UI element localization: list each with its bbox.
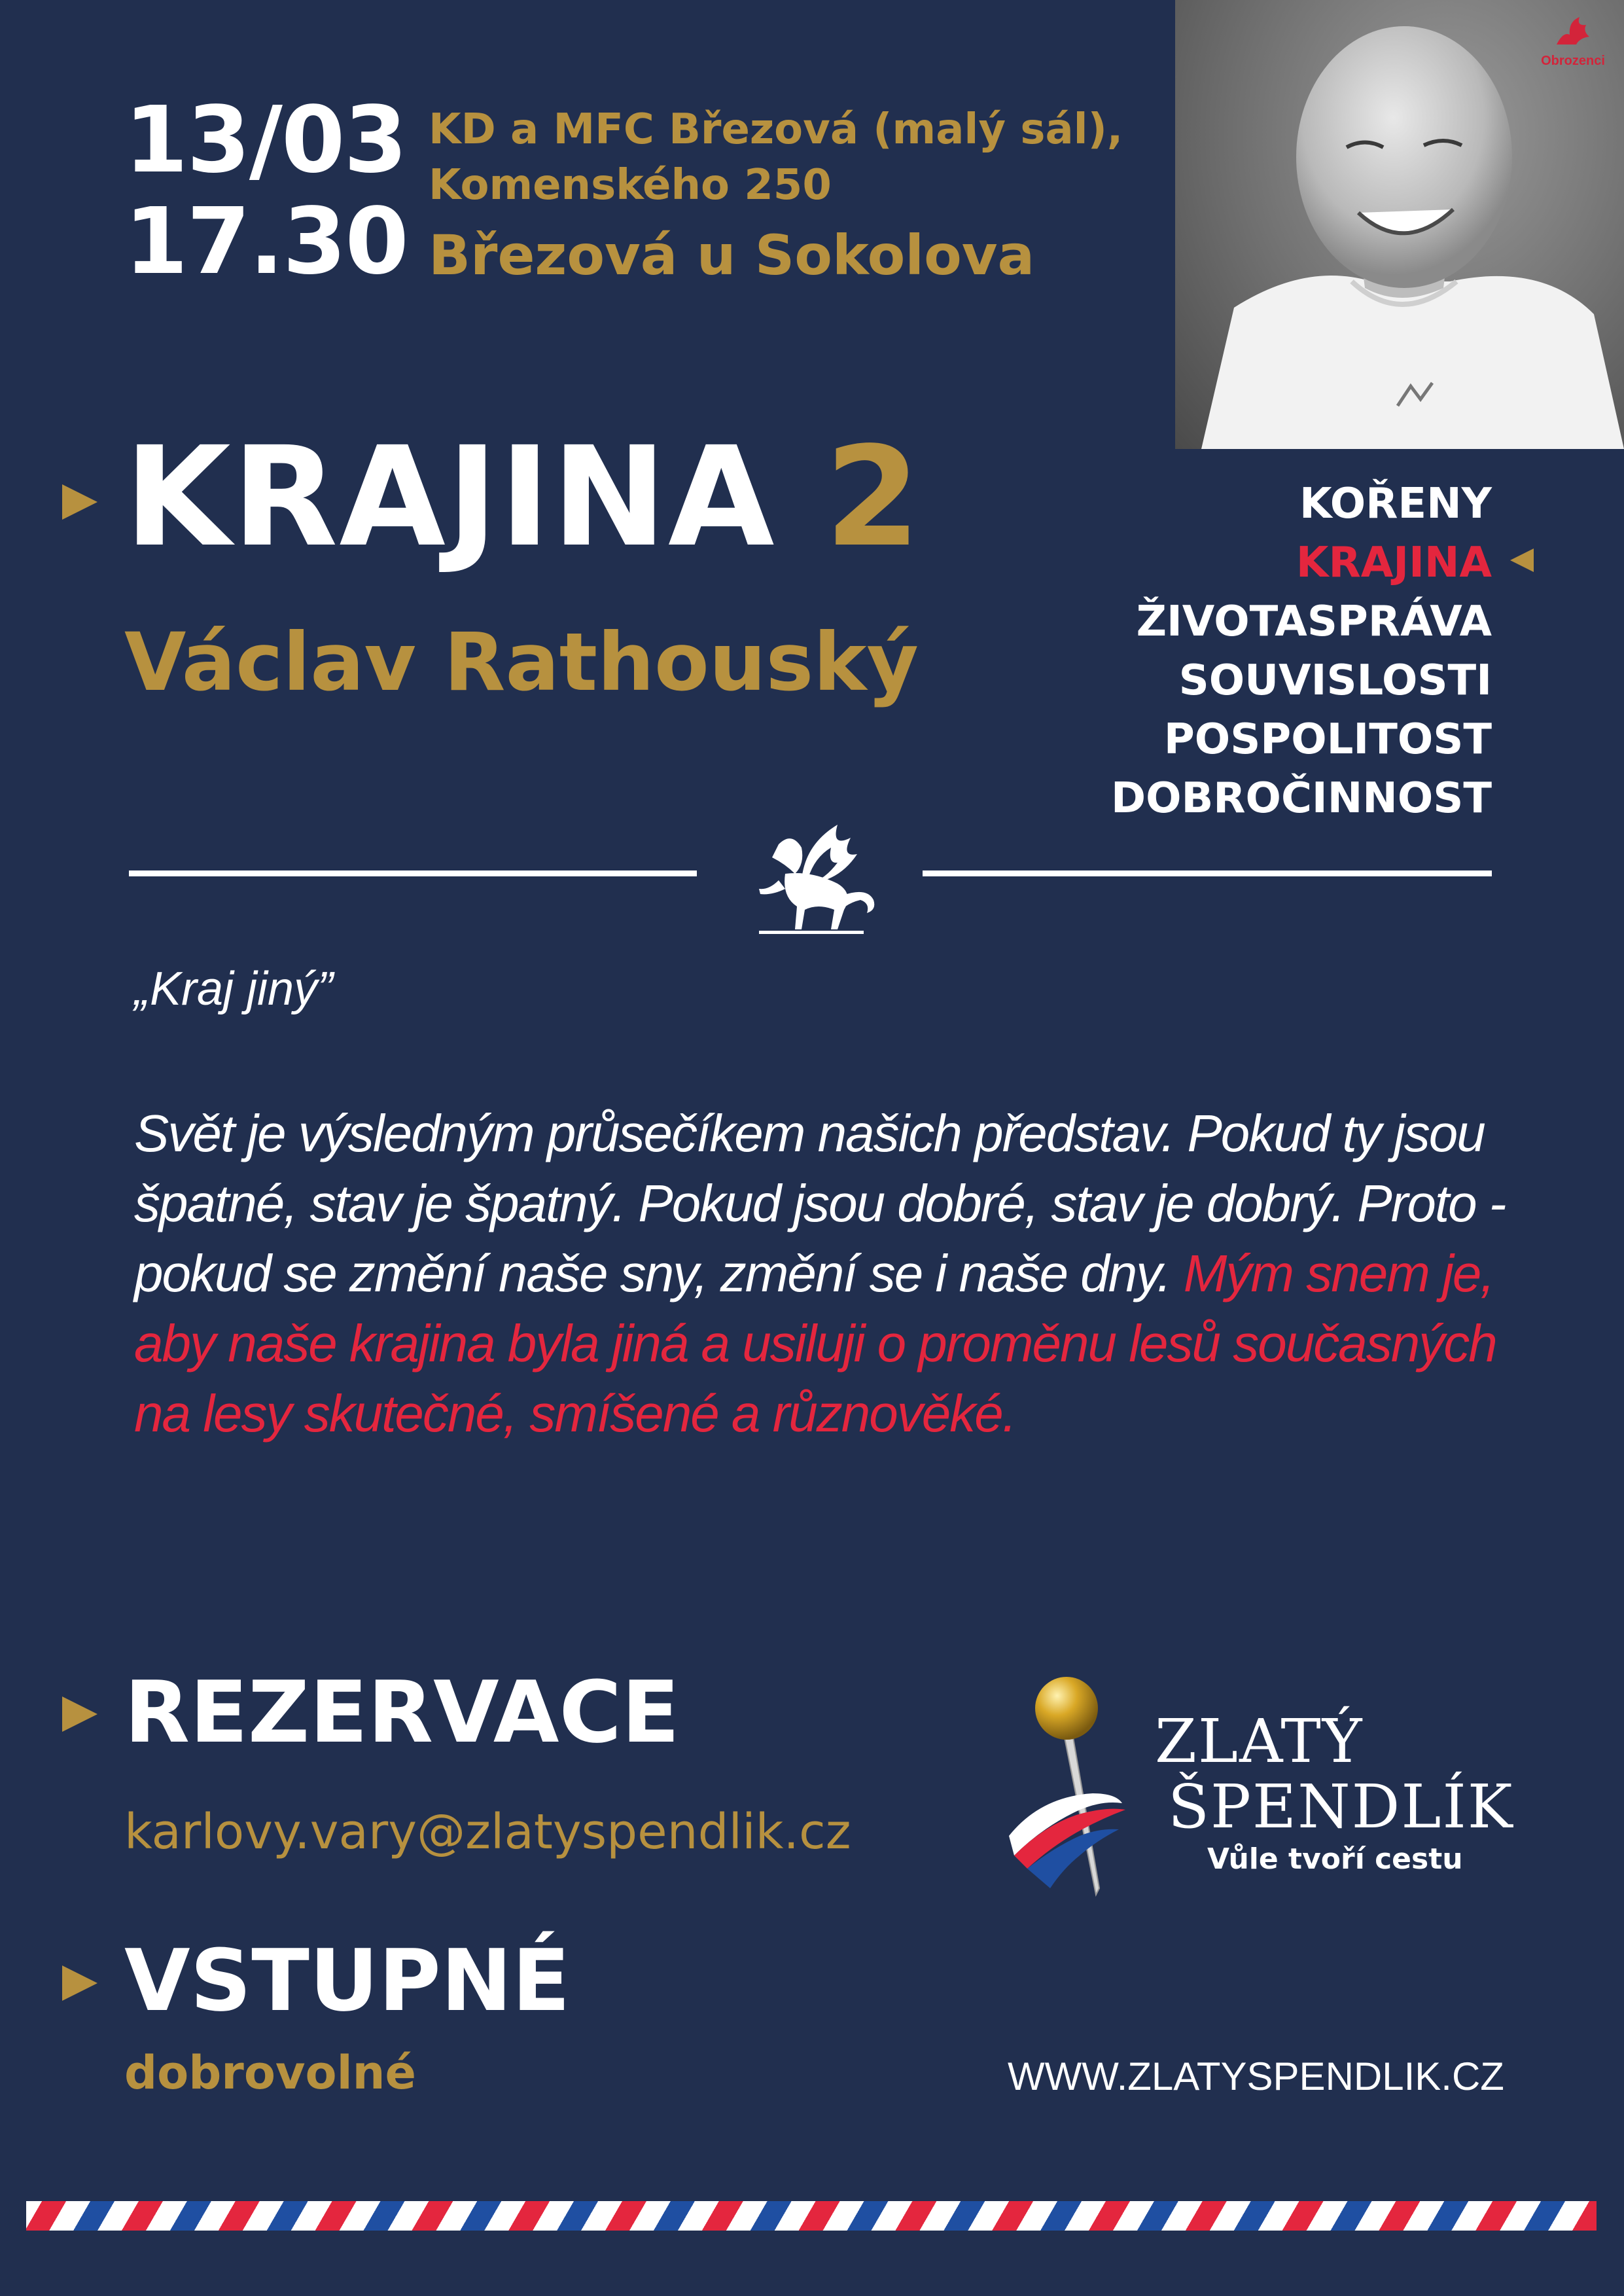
event-city: Březová u Sokolova bbox=[429, 223, 1035, 287]
menu-item-pospolitost: POSPOLITOST bbox=[1163, 715, 1492, 764]
reservation-arrow-icon bbox=[62, 1696, 97, 1732]
active-marker-icon bbox=[1510, 548, 1534, 572]
admission-value: dobrovolné bbox=[124, 2046, 416, 2100]
venue-address: Komenského 250 bbox=[429, 161, 832, 209]
title-main: KRAJINA bbox=[124, 417, 776, 577]
speaker-name: Václav Rathouský bbox=[124, 616, 919, 709]
title-number: 2 bbox=[824, 417, 922, 577]
logo-line2: ŠPENDLÍK bbox=[1168, 1772, 1514, 1842]
quote-body bbox=[134, 1098, 1521, 1448]
series-menu bbox=[1111, 475, 1492, 828]
obrozenci-label: Obrozenci bbox=[1541, 54, 1605, 68]
golden-pin-icon bbox=[1001, 1672, 1171, 1908]
menu-item-souvislosti: SOUVISLOSTI bbox=[1178, 656, 1492, 705]
admission-title: VSTUPNÉ bbox=[124, 1931, 571, 2030]
reservation-email-link[interactable]: karlovy.vary@zlatyspendlik.cz bbox=[124, 1804, 851, 1860]
griffin-icon bbox=[1550, 12, 1596, 51]
menu-item-krajina-active: KRAJINA bbox=[1296, 539, 1492, 587]
event-title bbox=[124, 417, 922, 577]
quote-text-red: Mým snem je, aby naše krajina byla jiná a usiluji o proměnu lesů současných na lesy skutečné, smíšené a různověké. bbox=[134, 1244, 1496, 1443]
menu-item-koreny: KOŘENY bbox=[1299, 480, 1492, 528]
speaker-photo bbox=[1175, 0, 1624, 449]
reservation-title: REZERVACE bbox=[124, 1662, 680, 1762]
menu-item-dobrocinnost: DOBROČINNOST bbox=[1110, 774, 1492, 823]
admission-arrow-icon bbox=[62, 1965, 97, 2001]
tricolor-stripe bbox=[26, 2201, 1597, 2231]
event-date: 13/03 bbox=[124, 87, 406, 194]
title-arrow-icon bbox=[62, 484, 97, 520]
divider-right bbox=[923, 870, 1492, 876]
website-link[interactable]: WWW.ZLATYSPENDLIK.CZ bbox=[1008, 2054, 1504, 2098]
event-time: 17.30 bbox=[124, 188, 408, 295]
divider-left bbox=[129, 870, 697, 876]
obrozenci-logo bbox=[1534, 12, 1612, 69]
venue-name: KD a MFC Březová (malý sál), bbox=[429, 105, 1123, 154]
griffin-emblem-icon bbox=[739, 818, 883, 942]
logo-line1: ZLATÝ bbox=[1155, 1706, 1364, 1776]
quote-title: „Kraj jiný” bbox=[134, 963, 334, 1015]
menu-item-zivotasprava: ŽIVOTASPRÁVA bbox=[1136, 598, 1492, 646]
quote-text-white: Svět je výsledným průsečíkem našich představ. Pokud ty jsou špatné, stav je špatný. Pokud jsou dobré, stav je dobrý. Proto - pokud se změní naše sny, změní se i naše dny. bbox=[134, 1104, 1506, 1302]
logo-tagline: Vůle tvoří cestu bbox=[1207, 1842, 1463, 1876]
